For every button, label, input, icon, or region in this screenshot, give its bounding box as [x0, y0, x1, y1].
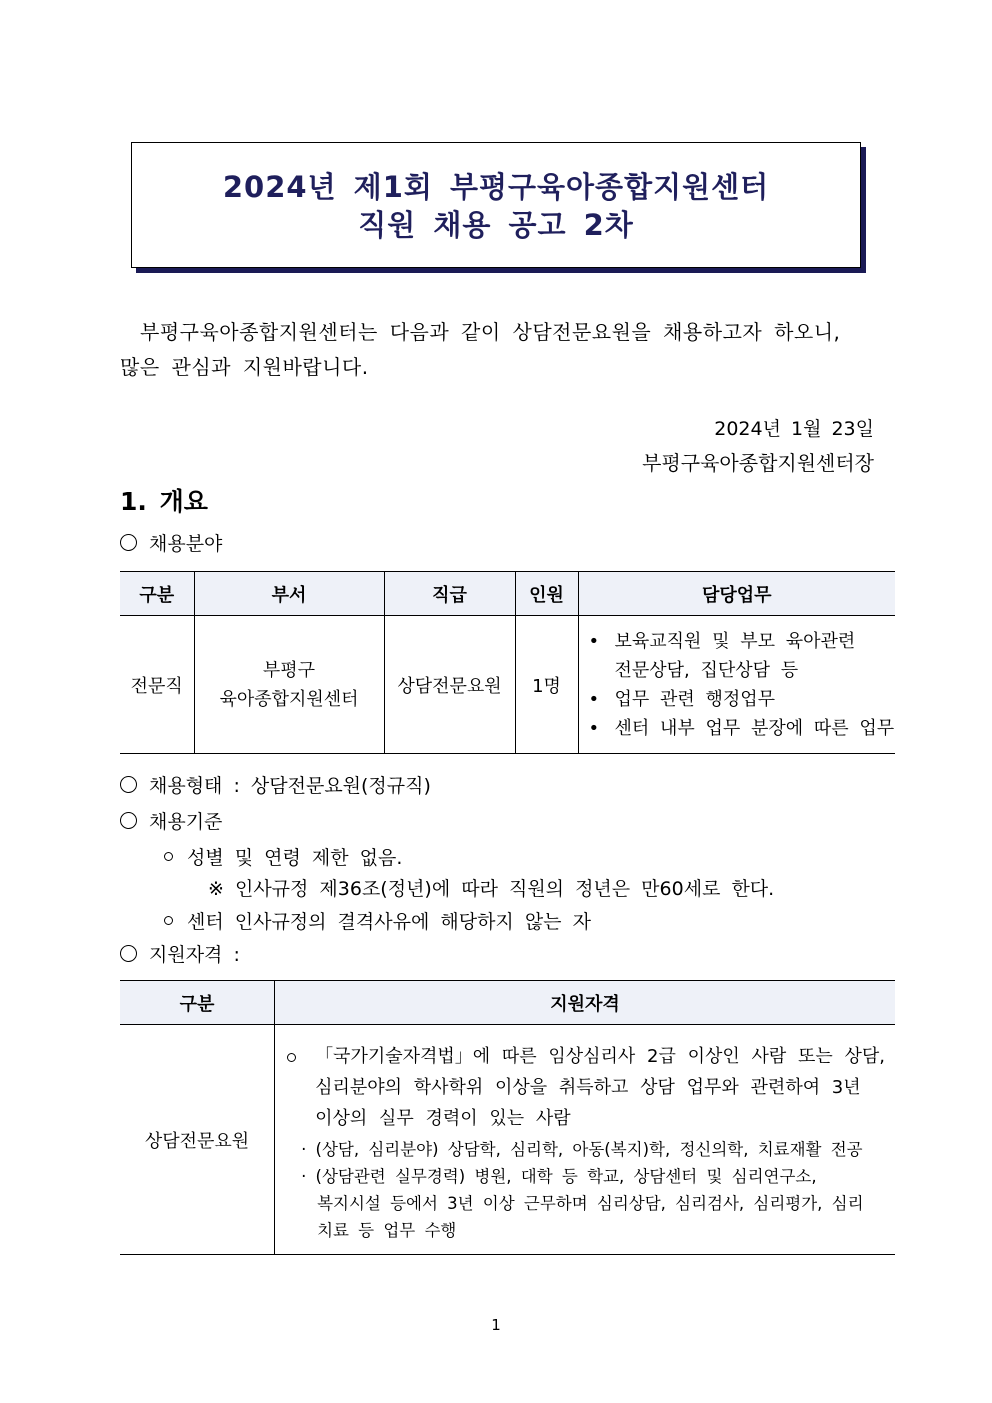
- qualification-main-line-2: 심리분야의 학사학위 이상을 취득하고 상담 업무와 관련하여 3년: [315, 1077, 861, 1098]
- list-item: • 보육교직원 및 부모 육아관련: [589, 627, 896, 656]
- header-category: 구분: [120, 981, 275, 1025]
- criteria-item: [120, 807, 222, 834]
- criteria-item-1-text: 성별 및 연령 제한 없음.: [187, 847, 403, 869]
- issuer: 부평구육아종합지원센터장: [642, 451, 874, 475]
- small-circle-bullet-icon: [164, 852, 173, 861]
- criteria-item-2-text: 센터 인사규정의 결격사유에 해당하지 않는 자: [187, 911, 591, 933]
- table-row: [120, 1025, 895, 1255]
- header-rank: 직급: [384, 572, 515, 616]
- qualification-main-line-1: 「국가기술자격법」에 따른 임상심리사 2급 이상인 사람 또는 상담,: [315, 1046, 885, 1067]
- circle-bullet-icon: [120, 945, 137, 962]
- title-line-1: 2024년 제1회 부평구육아종합지원센터: [222, 170, 770, 204]
- bullet-dot-icon: •: [588, 630, 600, 652]
- list-item: 전문상담, 집단상담 등: [614, 659, 799, 681]
- cell-category: 전문직: [120, 616, 194, 754]
- qualification-main-line-3: 이상의 실무 경력이 있는 사람: [315, 1108, 571, 1129]
- cell-dept: [194, 616, 384, 754]
- criteria-label: 채용기준: [149, 811, 223, 833]
- criteria-sub-1: [164, 843, 402, 870]
- table-header-row: [120, 572, 895, 616]
- title-box: [131, 142, 861, 268]
- header-dept: 부서: [194, 572, 384, 616]
- cell-rank: 상담전문요원: [384, 616, 515, 754]
- qualification-sub-line-1: · (상담, 심리분야) 상담학, 심리학, 아동(복지)학, 정신의학, 치료재활 전공: [301, 1140, 863, 1159]
- qualification-sub-line-4: 치료 등 업무 수행: [317, 1221, 457, 1240]
- employment-type: 채용형태 : 상담전문요원(정규직): [149, 775, 431, 797]
- page-number: 1: [491, 1316, 501, 1334]
- header-qualification: 지원자격: [275, 981, 895, 1025]
- cell-category: 상담전문요원: [120, 1025, 275, 1255]
- cell-duties: [578, 616, 895, 754]
- cell-count: 1명: [515, 616, 578, 754]
- cell-qualification: [275, 1025, 895, 1255]
- criteria-sub-2: [164, 907, 591, 934]
- header-duties: 담당업무: [578, 572, 895, 616]
- recruit-field-label: 채용분야: [149, 533, 223, 555]
- qualification-item: [120, 940, 240, 967]
- qualification-label: 지원자격 :: [149, 944, 240, 966]
- dept-line-2: 육아종합지원센터: [219, 688, 359, 710]
- circle-bullet-icon: [120, 534, 137, 551]
- small-circle-bullet-icon: [287, 1053, 296, 1062]
- list-item: • 센터 내부 업무 분장에 따른 업무: [589, 714, 896, 743]
- qualification-sub-line-3: 복지시설 등에서 3년 이상 근무하며 심리상담, 심리검사, 심리평가, 심리: [317, 1194, 864, 1213]
- table-header-row: [120, 981, 895, 1025]
- bullet-dot-icon: •: [588, 717, 600, 739]
- circle-bullet-icon: [120, 776, 137, 793]
- circle-bullet-icon: [120, 812, 137, 829]
- header-count: 인원: [515, 572, 578, 616]
- qualification-sub: [287, 1136, 885, 1244]
- qualification-sub-line-2: · (상담관련 실무경력) 병원, 대학 등 학교, 상담센터 및 심리연구소,: [301, 1167, 817, 1186]
- intro-line-1: 부평구육아종합지원센터는 다음과 같이 상담전문요원을 채용하고자 하오니,: [140, 320, 841, 344]
- intro-line-2: 많은 관심과 지원바랍니다.: [120, 355, 369, 379]
- duty-list: [579, 627, 896, 743]
- header-category: 구분: [120, 572, 194, 616]
- table-row: [120, 616, 895, 754]
- recruit-field-item: [120, 529, 222, 556]
- date: 2024년 1월 23일: [714, 418, 874, 440]
- qualification-main: [287, 1025, 885, 1134]
- title-line-2: 직원 채용 공고 2차: [358, 208, 634, 242]
- recruit-field-table: [120, 571, 895, 754]
- list-item: • 업무 관련 행정업무: [589, 685, 896, 714]
- criteria-note: ※ 인사규정 제36조(정년)에 따라 직원의 정년은 만60세로 한다.: [208, 878, 775, 900]
- section-heading: 1. 개요: [120, 487, 208, 516]
- bullet-dot-icon: •: [588, 688, 600, 710]
- qualification-table: [120, 980, 895, 1255]
- dept-line-1: 부평구: [262, 659, 316, 681]
- small-circle-bullet-icon: [164, 916, 173, 925]
- employment-type-item: [120, 771, 431, 798]
